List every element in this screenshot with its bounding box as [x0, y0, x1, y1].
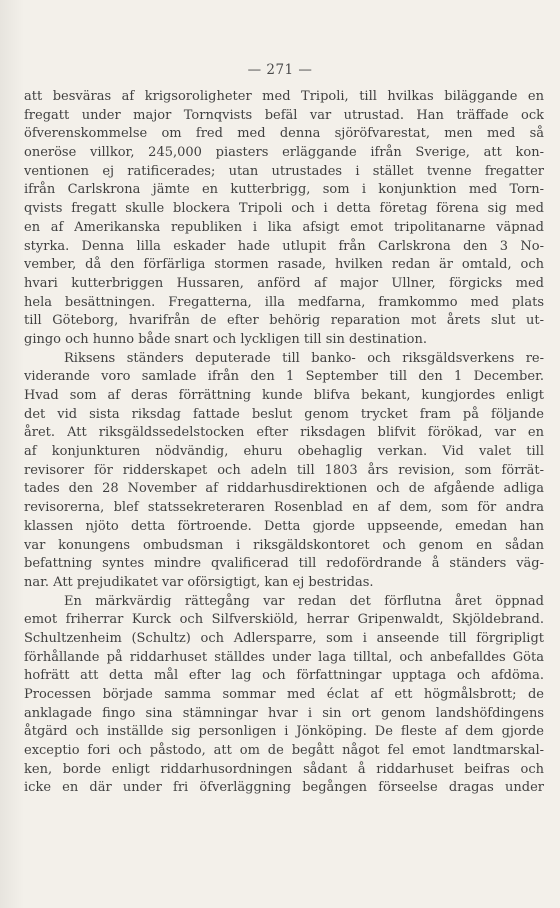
page-number: — 271 —	[247, 62, 313, 78]
text-line: ventionen ej ratificerades; utan utrustades i stället tvenne fregatter	[24, 163, 544, 179]
text-line: åtgärd och inställde sig personligen i Jönköping. De fleste af dem gjorde	[24, 724, 544, 740]
text-line: befattning syntes mindre qvalificerad till redofördrande å ständers väg-	[24, 556, 544, 572]
text-line: revisorerna, blef statssekreteraren Rosenblad en af dem, som för andra	[24, 500, 544, 516]
text-line: tades den 28 November af riddarhusdirektionen och de afgående adliga	[24, 481, 544, 497]
text-line: till Göteborg, hvarifrån de efter behörig reparation mot årets slut ut-	[24, 313, 544, 329]
text-line: af konjunkturen nödvändig, ehuru obehaglig verkan. Vid valet till	[24, 444, 544, 460]
text-line: oneröse villkor, 245,000 piasters erläggande ifrån Sverige, att kon-	[24, 145, 544, 161]
text-line: att besväras af krigsoroligheter med Tripoli, till hvilkas biläggande en	[24, 89, 544, 104]
text-line: förhållande på riddarhuset ställdes under laga tilltal, och anbefalldes Göta	[24, 649, 544, 665]
text-line: klassen njöto detta förtroende. Detta gjorde uppseende, emedan han	[24, 518, 544, 534]
text-line: öfverenskommelse om fred med denna sjöröfvarestat, men med så	[24, 126, 544, 142]
text-line: hofrätt att detta mål efter lag och författningar upptaga och afdöma.	[24, 668, 544, 684]
text-line: anklagade fingo sina stämningar hvar i sin ort genom landshöfdingens	[24, 705, 544, 721]
text-line: gingo och hunno både snart och lyckligen till sin destination.	[24, 331, 427, 347]
text-line: styrka. Denna lilla eskader hade utlupit från Carlskrona den 3 No-	[24, 238, 544, 254]
text-line: Schultzenheim (Schultz) och Adlersparre, som i anseende till förgripligt	[24, 630, 544, 646]
text-line: exceptio fori och påstodo, att om de begått något fel emot landtmarskal-	[24, 743, 544, 759]
text-line: En märkvärdig rättegång var redan det förflutna året öppnad	[64, 593, 544, 609]
text-line: en af Amerikanska republiken i lika afsigt emot tripolitanarne väpnad	[24, 219, 544, 235]
text-line: året. Att riksgäldssedelstocken efter riksdagen blifvit förökad, var en	[24, 425, 544, 441]
text-line: revisorer för ridderskapet och adeln till 1803 års revision, som förrät-	[24, 462, 544, 478]
text-line: ken, borde enligt riddarhusordningen sådant å riddarhuset beifras och	[24, 761, 544, 777]
text-line: hvari kutterbriggen Hussaren, anförd af major Ullner, förgicks med	[24, 275, 544, 291]
text-line: det vid sista riksdag fattade beslut genom trycket fram på följande	[24, 406, 544, 422]
text-line: vember, då den förfärliga stormen rasade, hvilken redan är omtald, och	[24, 257, 544, 273]
text-line: qvists fregatt skulle blockera Tripoli och i detta företag förena sig med	[24, 201, 544, 217]
text-line: nar. Att prejudikatet var oförsigtigt, kan ej bestridas.	[24, 574, 374, 590]
text-line: Riksens ständers deputerade till banko- och riksgäldsverkens re-	[64, 350, 544, 366]
text-line: Processen började samma sommar med éclat af ett högmålsbrott; de	[24, 687, 544, 702]
text-line: fregatt under major Tornqvists befäl var utrustad. Han träffade ock	[24, 107, 544, 123]
text-line: icke en där under fri öfverläggning begången förseelse dragas under	[24, 780, 544, 796]
text-line: viderande voro samlade ifrån den 1 September till den 1 December.	[24, 369, 544, 385]
text-line: hela besättningen. Fregatterna, illa medfarna, framkommo med plats	[24, 294, 544, 310]
text-line: var konungens ombudsman i riksgäldskontoret och genom en sådan	[24, 537, 544, 553]
text-line: Hvad som af deras förrättning kunde blifva bekant, kungjordes enligt	[24, 388, 544, 403]
text-line: emot friherrar Kurck och Silfverskiöld, herrar Gripenwaldt, Skjöldebrand.	[24, 612, 544, 628]
body-text	[24, 88, 544, 798]
text-line: ifrån Carlskrona jämte en kutterbrigg, som i konjunktion med Torn-	[24, 182, 544, 198]
